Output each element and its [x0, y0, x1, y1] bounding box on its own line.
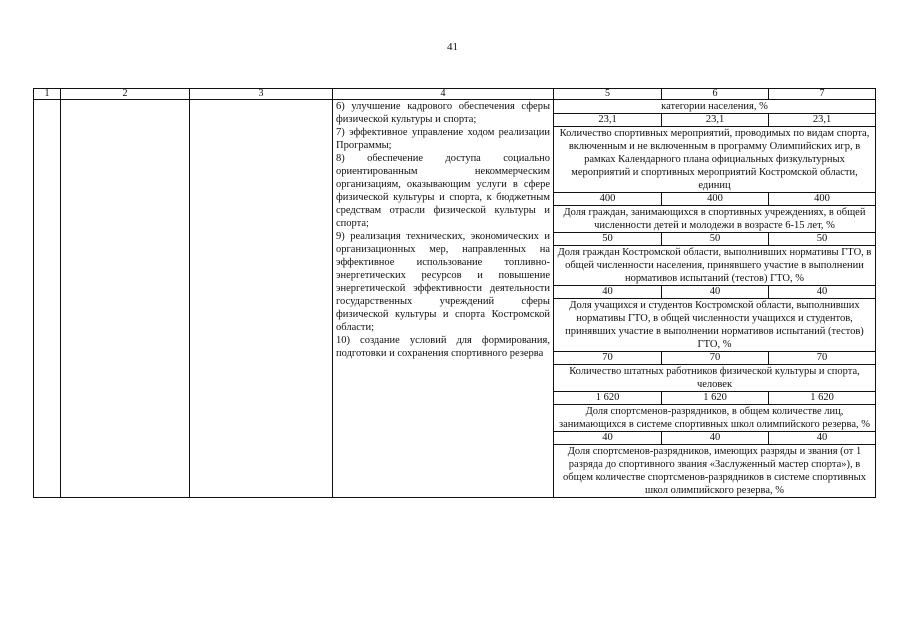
indicator-value: 50: [554, 233, 662, 246]
col-2-cell: [61, 100, 190, 498]
indicator-value: 40: [769, 286, 876, 299]
col-1-cell: [34, 100, 61, 498]
indicator-value: 1 620: [662, 392, 769, 405]
program-table: [33, 88, 876, 498]
indicator-value: 40: [769, 432, 876, 445]
indicator-name: Количество штатных работников физической культуры и спорта, человек: [554, 365, 876, 392]
header-col-2: 2: [61, 89, 190, 100]
header-row: [34, 89, 876, 100]
indicator-value: 50: [769, 233, 876, 246]
indicator-value: 40: [554, 432, 662, 445]
indicator-value: 400: [554, 193, 662, 206]
indicator-name: Доля граждан, занимающихся в спортивных учреждениях, в общей численности детей и молодежи в возрасте 6-15 лет, %: [554, 206, 876, 233]
page-number: 41: [447, 41, 458, 53]
indicator-value: 70: [662, 352, 769, 365]
col-3-cell: [190, 100, 333, 498]
indicator-value: 23,1: [662, 114, 769, 127]
indicator-name: категории населения, %: [554, 100, 876, 114]
indicator-name: Количество спортивных мероприятий, проводимых по видам спорта, включенным и не включенным в программу Олимпийских игр, в рамках Календарного плана официальных физкультурных мероприятий и спортивных мероприятий Костромской области, единиц: [554, 127, 876, 193]
header-col-1: 1: [34, 89, 61, 100]
indicator-value: 400: [662, 193, 769, 206]
indicator-value: 70: [769, 352, 876, 365]
indicator-value: 1 620: [769, 392, 876, 405]
header-col-7: 7: [769, 89, 876, 100]
header-col-6: 6: [662, 89, 769, 100]
indicator-value: 23,1: [769, 114, 876, 127]
indicator-value: 1 620: [554, 392, 662, 405]
indicator-name-row: [34, 100, 876, 114]
indicator-value: 40: [554, 286, 662, 299]
indicator-name: Доля учащихся и студентов Костромской области, выполнивших нормативы ГТО, в общей численности учащихся и студентов, принявших участие в выполнении нормативов испытаний (тестов) ГТО, %: [554, 299, 876, 352]
header-col-4: 4: [333, 89, 554, 100]
indicator-value: 400: [769, 193, 876, 206]
indicator-name: Доля спортсменов-разрядников, имеющих разряды и звания (от 1 разряда до спортивного звания «Заслуженный мастер спорта»), в общем количестве спортсменов-разрядников в системе спортивных школ олимпийского резерва, %: [554, 445, 876, 498]
indicator-value: 50: [662, 233, 769, 246]
measures-cell: 6) улучшение кадрового обеспечения сферы физической культуры и спорта; 7) эффективное управление ходом реализации Программы; 8) обеспечение доступа социально ориентированным некоммерческим организациям, оказывающим услуги в сфере физической культуры и спорта, к бюджетным средствам отрасли физической культуры и спорта; 9) реализация технических, экономических и организационных мер, направленных на эффективное использование топливно-энергетических ресурсов и повышение энергетической эффективности деятельности государственных учреждений сферы физической культуры и спорта Костромской области; 10) создание условий для формирования, подготовки и сохранения спортивного резерва: [333, 100, 554, 498]
header-col-5: 5: [554, 89, 662, 100]
indicator-name: Доля граждан Костромской области, выполнивших нормативы ГТО, в общей численности населения, принявшего участие в выполнении нормативов испытаний (тестов) ГТО, %: [554, 246, 876, 286]
indicator-name: Доля спортсменов-разрядников, в общем количестве лиц, занимающихся в системе спортивных школ олимпийского резерва, %: [554, 405, 876, 432]
indicator-value: 70: [554, 352, 662, 365]
indicator-value: 40: [662, 286, 769, 299]
indicator-value: 40: [662, 432, 769, 445]
indicator-value: 23,1: [554, 114, 662, 127]
header-col-3: 3: [190, 89, 333, 100]
